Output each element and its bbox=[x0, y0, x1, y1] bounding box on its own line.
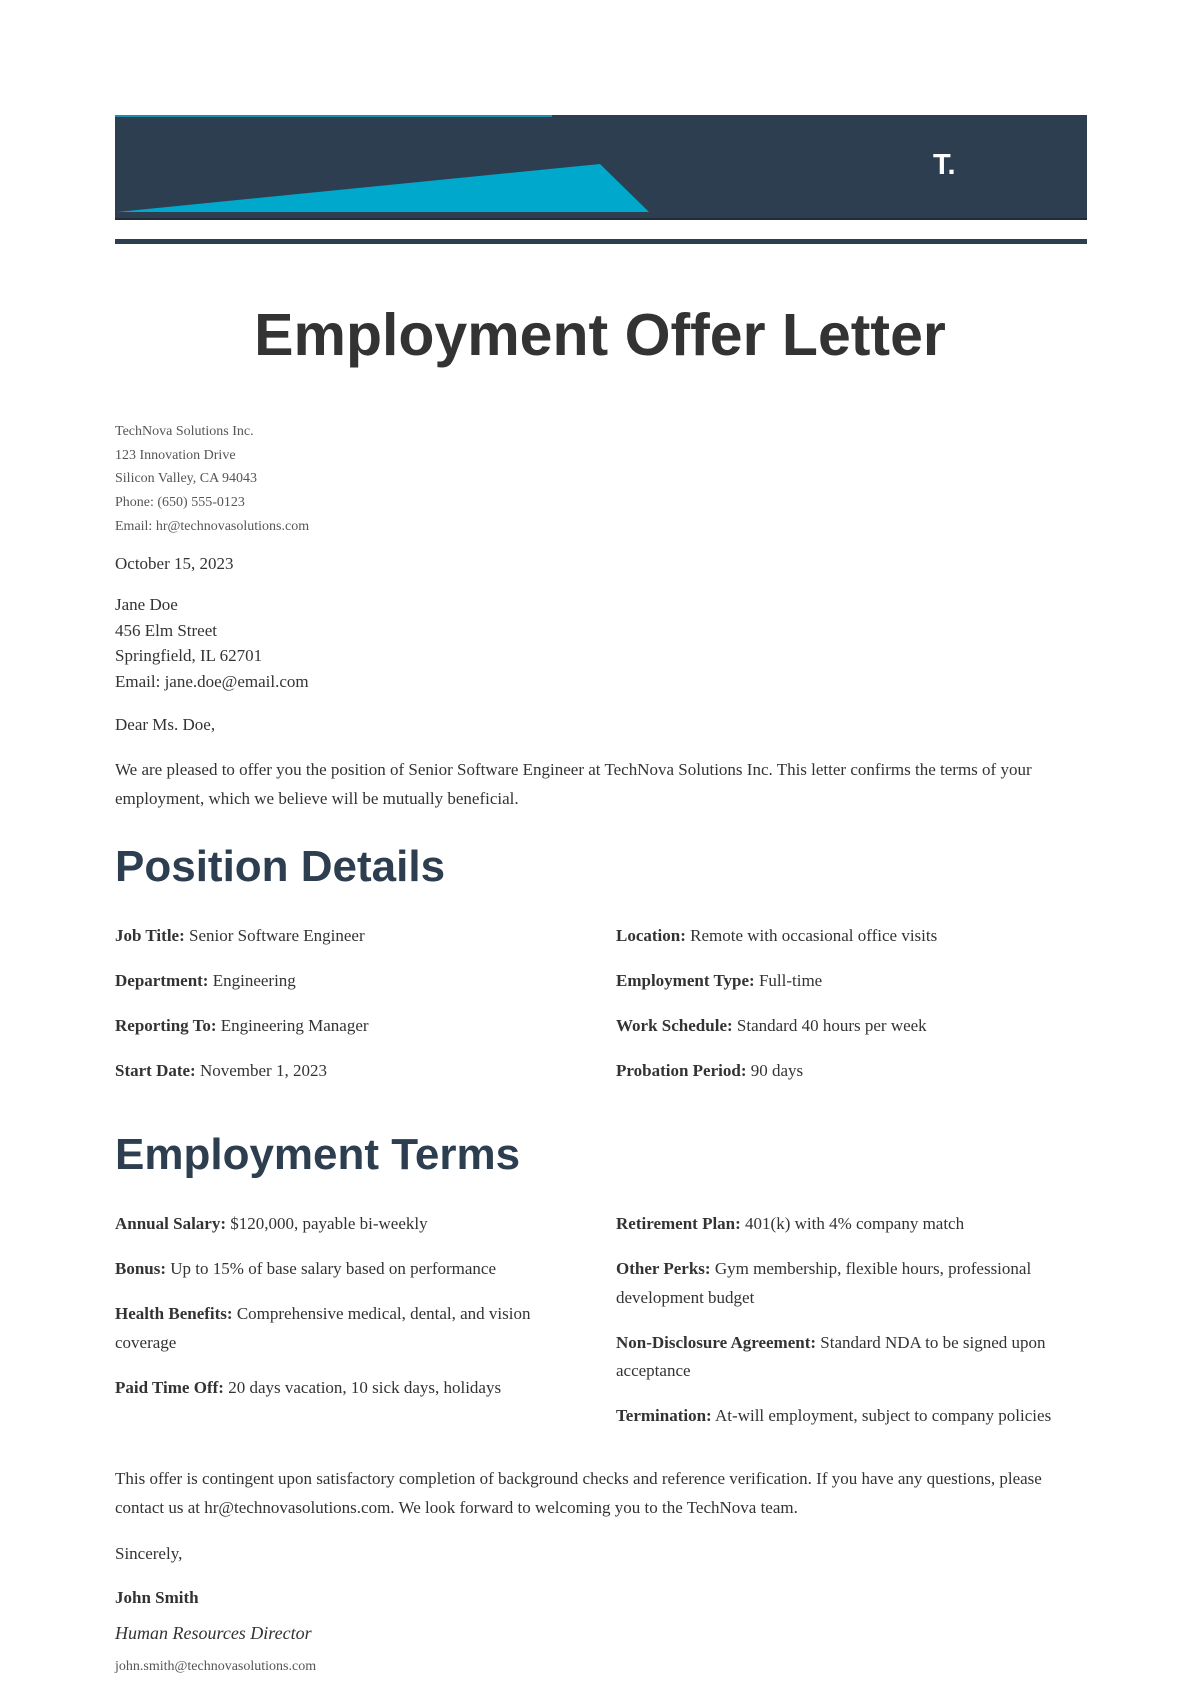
field-reporting-to bbox=[115, 1012, 585, 1041]
field-label: Job Title: bbox=[115, 926, 185, 945]
field-label: Department: bbox=[115, 971, 209, 990]
field-value: $120,000, payable bi-weekly bbox=[230, 1214, 428, 1233]
field-label: Retirement Plan: bbox=[616, 1214, 741, 1233]
field-probation-period bbox=[616, 1057, 1086, 1086]
field-label: Probation Period: bbox=[616, 1061, 747, 1080]
recipient-street: 456 Elm Street bbox=[115, 620, 217, 640]
position-details-left-column bbox=[115, 922, 585, 1102]
company-logo: T. bbox=[933, 149, 956, 181]
sender-city: Silicon Valley, CA 94043 bbox=[115, 471, 257, 487]
field-label: Employment Type: bbox=[616, 971, 755, 990]
field-label: Other Perks: bbox=[616, 1259, 711, 1278]
page-title: Employment Offer Letter bbox=[254, 302, 946, 368]
signer-title: Human Resources Director bbox=[115, 1623, 312, 1643]
section-heading-position-details: Position Details bbox=[115, 842, 446, 891]
field-employment-type bbox=[616, 967, 1086, 996]
closing-paragraph: This offer is contingent upon satisfactory completion of background checks and reference verification. If you have any questions, please contact us at hr@technovasolutions.com. We look forward to welcoming you to the TechNova team. bbox=[115, 1469, 1042, 1517]
field-retirement-plan bbox=[616, 1210, 1086, 1239]
field-label: Location: bbox=[616, 926, 686, 945]
field-start-date bbox=[115, 1057, 585, 1086]
field-nda bbox=[616, 1329, 1086, 1386]
field-label: Reporting To: bbox=[115, 1016, 217, 1035]
recipient-address bbox=[115, 592, 309, 694]
sender-phone: Phone: (650) 555-0123 bbox=[115, 495, 245, 511]
sender-street: 123 Innovation Drive bbox=[115, 447, 236, 463]
field-value: Engineering bbox=[212, 971, 296, 990]
sender-company: TechNova Solutions Inc. bbox=[115, 424, 254, 439]
field-health-benefits bbox=[115, 1300, 585, 1357]
field-work-schedule bbox=[616, 1012, 1086, 1041]
field-label: Paid Time Off: bbox=[115, 1377, 224, 1397]
letter-date: October 15, 2023 bbox=[115, 554, 234, 573]
field-value: Engineering Manager bbox=[220, 1016, 369, 1035]
position-details-right-column bbox=[616, 922, 1086, 1102]
field-value: Full-time bbox=[758, 971, 823, 990]
employment-terms-right-column bbox=[616, 1210, 1086, 1447]
field-value: Up to 15% of base salary based on performance bbox=[170, 1259, 496, 1278]
field-label: Bonus: bbox=[115, 1259, 167, 1278]
field-other-perks bbox=[616, 1255, 1086, 1312]
field-value: Comprehensive medical, dental, and vision coverage bbox=[115, 1304, 531, 1352]
field-value: Senior Software Engineer bbox=[189, 926, 365, 945]
field-value: 20 days vacation, 10 sick days, holidays bbox=[228, 1377, 502, 1397]
recipient-name: Jane Doe bbox=[115, 595, 178, 614]
field-paid-time-off bbox=[115, 1374, 585, 1403]
field-value: Remote with occasional office visits bbox=[690, 926, 938, 945]
field-label: Termination: bbox=[616, 1406, 712, 1425]
field-termination bbox=[616, 1402, 1086, 1431]
field-label: Annual Salary: bbox=[115, 1214, 226, 1233]
employment-terms-left-column bbox=[115, 1210, 585, 1419]
field-label: Start Date: bbox=[115, 1061, 196, 1080]
field-location bbox=[616, 922, 1086, 951]
field-bonus bbox=[115, 1255, 585, 1284]
field-value: 401(k) with 4% company match bbox=[745, 1214, 965, 1233]
field-value: Gym membership, flexible hours, professional development budget bbox=[616, 1259, 1032, 1307]
signer-email: john.smith@technovasolutions.com bbox=[115, 1659, 317, 1674]
section-heading-employment-terms: Employment Terms bbox=[115, 1130, 521, 1179]
sender-email: Email: hr@technovasolutions.com bbox=[115, 518, 310, 534]
field-value: At-will employment, subject to company policies bbox=[715, 1406, 1052, 1425]
intro-paragraph: We are pleased to offer you the position of Senior Software Engineer at TechNova Solutions Inc. This letter confirms the terms of your employment, which we believe will be mutually beneficial. bbox=[115, 760, 1032, 808]
field-label: Health Benefits: bbox=[115, 1304, 233, 1323]
field-annual-salary bbox=[115, 1210, 585, 1239]
field-value: November 1, 2023 bbox=[199, 1061, 327, 1080]
field-job-title bbox=[115, 922, 585, 951]
signer-name: John Smith bbox=[115, 1588, 199, 1607]
header-divider bbox=[115, 239, 1087, 244]
sender-address bbox=[115, 420, 309, 539]
field-value: Standard NDA to be signed upon acceptance bbox=[616, 1332, 1046, 1380]
header-banner bbox=[115, 115, 1087, 220]
field-label: Work Schedule: bbox=[616, 1016, 733, 1035]
field-value: Standard 40 hours per week bbox=[736, 1016, 927, 1035]
field-value: 90 days bbox=[750, 1061, 804, 1080]
recipient-email: Email: jane.doe@email.com bbox=[115, 671, 309, 691]
signoff: Sincerely, bbox=[115, 1544, 183, 1563]
field-label: Non-Disclosure Agreement: bbox=[616, 1332, 817, 1352]
field-department bbox=[115, 967, 585, 996]
salutation: Dear Ms. Doe, bbox=[115, 715, 216, 734]
recipient-city: Springfield, IL 62701 bbox=[115, 646, 263, 665]
